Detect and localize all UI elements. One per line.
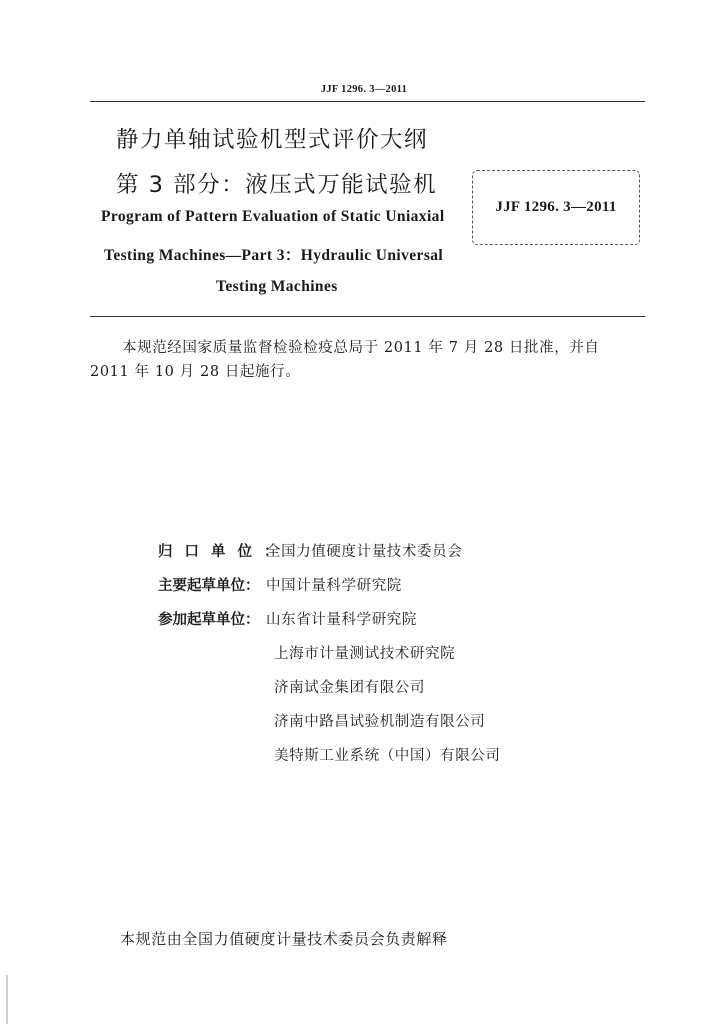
main-drafter-value: 中国计量科学研究院	[266, 578, 402, 594]
stamp-code: JJF 1296. 3—2011	[495, 199, 617, 215]
responsible-unit-value: 全国力值硬度计量技术委员会	[266, 544, 463, 560]
participating-drafter-1: 山东省计量科学研究院	[266, 612, 417, 628]
title-en-line1: Program of Pattern Evaluation of Static Uniaxial	[101, 208, 445, 225]
responsible-unit-label-text: 归口单位：	[158, 544, 291, 560]
standard-code-stamp	[472, 170, 640, 245]
approval-line1: 本规范经国家质量监督检验检疫总局于 2011 年 7 月 28 日批准，并自	[122, 340, 600, 356]
participating-drafter-4: 济南中路昌试验机制造有限公司	[274, 714, 486, 730]
title-cn-line2: 第 3 部分：液压式万能试验机	[116, 172, 438, 198]
participating-drafter-5: 美特斯工业系统（中国）有限公司	[274, 748, 501, 764]
title-rule	[90, 316, 645, 317]
title-cn-line1: 静力单轴试验机型式评价大纲	[116, 127, 429, 153]
header-rule	[90, 101, 645, 102]
approval-line2: 2011 年 10 月 28 日起施行。	[90, 364, 301, 380]
participating-drafter-label: 参加起草单位：	[158, 612, 260, 628]
header-standard-code: JJF 1296. 3—2011	[320, 84, 408, 95]
participating-drafter-3: 济南试金集团有限公司	[274, 680, 425, 696]
interpretation-note: 本规范由全国力值硬度计量技术委员会负责解释	[120, 930, 448, 948]
title-en-line3: Testing Machines	[216, 278, 338, 295]
participating-drafter-2: 上海市计量测试技术研究院	[274, 646, 456, 662]
main-drafter-label: 主要起草单位：	[158, 578, 260, 594]
scan-margin-mark	[6, 975, 8, 1024]
title-en-line2: Testing Machines—Part 3：Hydraulic Universal	[104, 247, 444, 264]
responsible-unit-label	[158, 540, 291, 561]
